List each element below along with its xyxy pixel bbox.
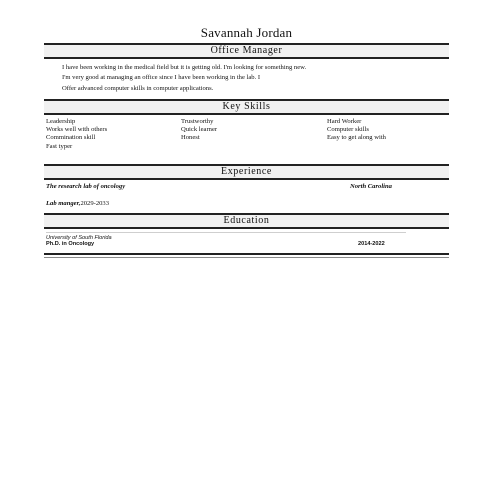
- summary-line: I have been working in the medical field but it is getting old. I'm looking for something new.: [62, 64, 307, 71]
- experience-role: Lab manger,: [46, 200, 81, 207]
- education-degree: Ph.D. in Oncology: [46, 241, 95, 247]
- section-header-objective: Office Manager: [44, 43, 449, 59]
- summary-line: Offer advanced computer skills in computer applications.: [62, 84, 214, 92]
- experience-role-line: [46, 200, 109, 207]
- candidate-name: Savannah Jordan: [200, 25, 293, 40]
- skill-item: Easy to get along with: [327, 134, 386, 142]
- experience-location: North Carolina: [350, 183, 392, 190]
- resume-page: [44, 0, 449, 495]
- skill-item: Quick learner: [181, 126, 218, 134]
- skills-column-1: [46, 118, 107, 151]
- experience-company: The research lab of oncology: [46, 183, 126, 190]
- skill-item: Trustworthy: [181, 118, 214, 125]
- education-years: 2014-2022: [358, 241, 385, 247]
- experience-dates: 2029-2033: [80, 200, 110, 207]
- skills-column-3: [327, 118, 386, 143]
- closing-rule: [44, 253, 449, 255]
- skill-item: Commination skill: [46, 134, 96, 142]
- skills-column-2: [181, 118, 217, 143]
- skill-item: Fast typer: [46, 142, 73, 150]
- section-header-skills: Key Skills: [44, 99, 449, 115]
- skill-item: Leadership: [46, 118, 76, 125]
- skill-item: Computer skills: [327, 126, 369, 134]
- skill-item: Hard Worker: [327, 118, 362, 125]
- closing-rule-thin: [44, 257, 449, 258]
- education-divider: [46, 232, 406, 233]
- section-header-education: Education: [44, 213, 449, 229]
- summary-line: I'm very good at managing an office since I have been working in the lab. I: [62, 74, 261, 82]
- skill-item: Works well with others: [46, 126, 108, 134]
- summary-block: [62, 63, 442, 94]
- education-school: University of South Florida: [46, 235, 112, 241]
- section-header-experience: Experience: [44, 164, 449, 180]
- skill-item: Honest: [181, 134, 200, 142]
